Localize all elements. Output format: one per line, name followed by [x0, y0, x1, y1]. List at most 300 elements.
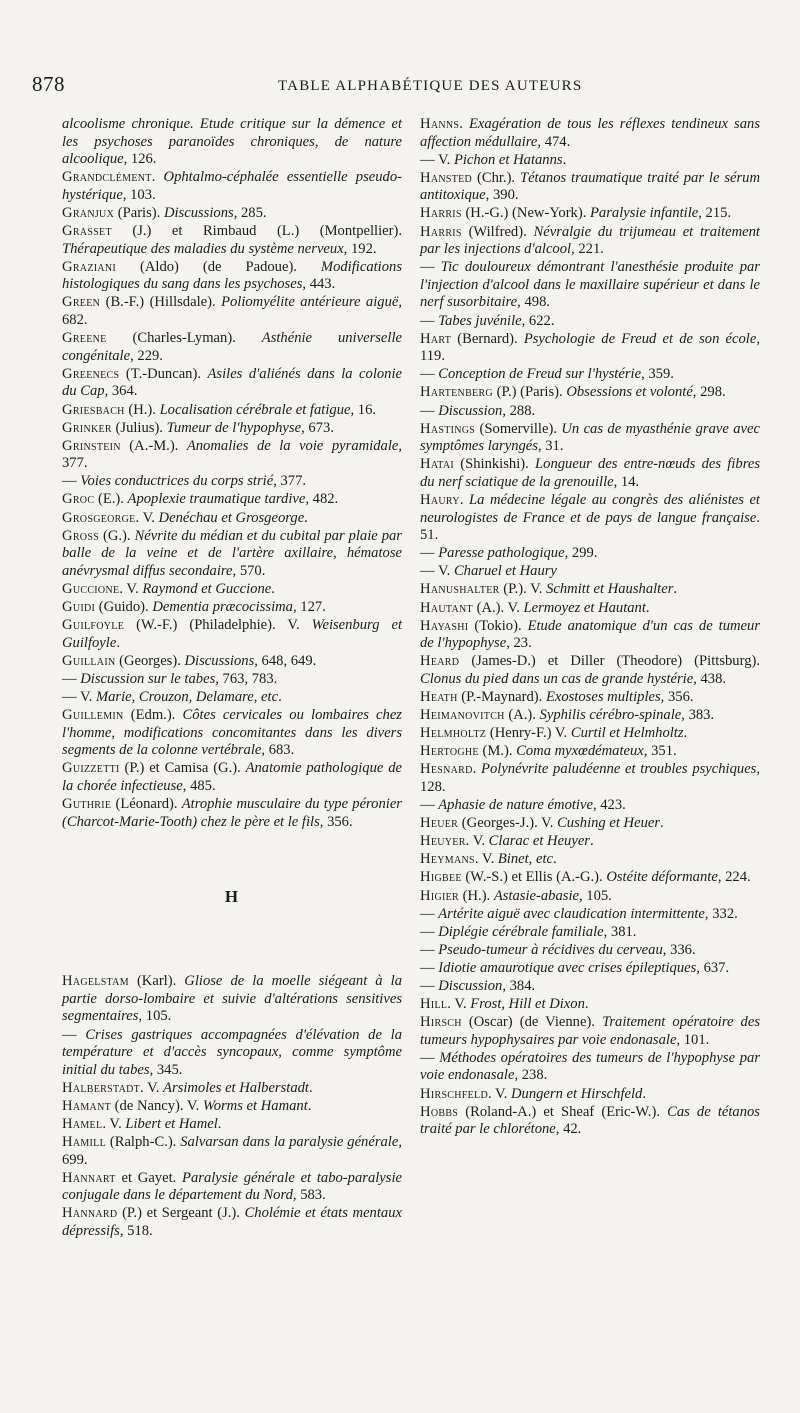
entry-detail: (P.) et Camisa (G.).	[119, 760, 246, 777]
index-entry	[62, 330, 402, 365]
index-entry	[420, 707, 760, 725]
entry-page-ref: , 622.	[521, 312, 555, 329]
entry-detail: (T.-Duncan).	[119, 365, 208, 382]
index-entry	[62, 294, 402, 329]
entry-author: Halberstadt	[62, 1079, 141, 1096]
index-entry	[420, 545, 760, 563]
entry-title: Tétanos traumatique traité par le sérum antitoxique	[420, 169, 760, 204]
entry-detail: (Edm.).	[123, 707, 183, 724]
entry-title: Exostoses multiples	[545, 689, 661, 705]
entry-title: Raymond et Guccione	[142, 580, 272, 597]
entry-page-ref: , 384.	[502, 978, 536, 994]
entry-page-ref: .	[271, 580, 275, 597]
entry-detail: .	[472, 761, 482, 778]
entry-title: Syphilis cérébro-spinale	[539, 707, 682, 724]
entry-author: Heuer	[420, 815, 459, 832]
entry-detail: (B.-F.) (Hillsdale).	[100, 294, 222, 311]
entry-title: Salvarsan dans la paralysie générale	[180, 1134, 399, 1151]
index-entry	[420, 815, 760, 833]
entry-page-ref: , 345.	[149, 1061, 183, 1078]
entry-title: Libert et Hamel	[125, 1116, 218, 1132]
entry-detail: — V.	[420, 151, 454, 168]
entry-title: Traitement opératoire des tumeurs hypophysaires par voie endonasale	[420, 1014, 761, 1048]
index-entry	[62, 116, 402, 169]
entry-title: Névrite du médian et du cubital par plaie par balle de la veine et de l'artère axillaire, hématose anévrysmal diffus secondaire	[62, 527, 402, 579]
entry-detail: (Shinkishi).	[454, 456, 536, 473]
entry-page-ref: , 14.	[613, 473, 640, 490]
entry-detail: (Charles-Lyman).	[106, 330, 262, 347]
index-entry	[62, 205, 402, 223]
entry-detail: —	[62, 473, 81, 490]
entry-page-ref: .	[307, 1097, 312, 1114]
index-entry	[420, 978, 760, 996]
entry-author: Hautant	[420, 599, 473, 616]
entry-page-ref: , 288.	[502, 402, 536, 419]
entry-detail: (A.). V.	[472, 599, 524, 616]
entry-page-ref: , 105.	[578, 887, 612, 904]
entry-author: Higbee	[420, 869, 462, 886]
entry-title: Cushing et Heuer	[557, 815, 661, 832]
entry-page-ref: , 127.	[292, 599, 326, 616]
entry-page-ref: , 128.	[420, 761, 761, 795]
entry-title: Marie, Crouzon, Delamare, etc	[95, 689, 279, 705]
entry-page-ref: , 583.	[292, 1187, 326, 1204]
entry-author: Hill	[420, 996, 448, 1013]
entry-page-ref: , 221.	[571, 241, 604, 258]
entry-page-ref: , 699.	[62, 1134, 402, 1168]
entry-author: Heimanovitch	[420, 707, 505, 724]
entry-page-ref: , 482.	[305, 491, 339, 508]
entry-title: Paralysie infantile	[590, 205, 699, 222]
index-entry	[62, 617, 402, 652]
entry-detail: —	[420, 923, 439, 940]
entry-detail: (Wilfred).	[461, 223, 534, 240]
entry-detail: (Roland-A.) et Sheaf (Eric-W.).	[458, 1103, 668, 1120]
entry-detail: (Karl).	[128, 973, 185, 990]
entry-detail: —	[420, 1049, 440, 1066]
entry-detail: —	[420, 978, 439, 994]
index-entry	[62, 1205, 402, 1240]
entry-title: alcoolisme chronique. Etude critique sur la démence et les psychoses paranoïdes chroniques, de nature alcoolique	[62, 116, 402, 168]
entry-page-ref: , 381.	[603, 923, 637, 940]
index-entry	[420, 1104, 760, 1139]
index-entry	[420, 924, 760, 942]
entry-author: Guillemin	[62, 707, 124, 724]
entry-page-ref: , 377.	[273, 473, 307, 490]
entry-detail: (P.-Maynard).	[457, 689, 546, 705]
entry-author: Hannart	[62, 1169, 116, 1186]
page-header	[32, 72, 772, 102]
entry-author: Guthrie	[62, 796, 112, 813]
entry-page-ref: , 498.	[517, 294, 551, 311]
entry-detail: —	[62, 1026, 86, 1043]
entry-author: Hanns	[420, 116, 460, 132]
entry-title: Schmitt et Haushalter	[546, 581, 674, 598]
entry-page-ref: .	[278, 689, 282, 705]
entry-title: Idiotie amaurotique avec crises épileptiques	[438, 959, 697, 976]
index-entry	[62, 438, 402, 473]
entry-title: Etude anatomique d'un cas de tumeur de l'hypophyse	[420, 617, 760, 652]
entry-title: Crises gastriques accompagnées d'élévation de la température et d'accès syncopaux, comme symptôme initial du tabes	[62, 1026, 402, 1078]
index-entry	[420, 618, 760, 653]
index-entry	[420, 851, 760, 869]
entry-author: Hamant	[62, 1097, 112, 1114]
entry-page-ref: , 238.	[514, 1067, 548, 1084]
entry-title: Charuel et Haury	[453, 563, 557, 580]
entry-detail: . V.	[140, 1079, 164, 1096]
index-entry	[420, 689, 760, 707]
entry-author: Grasset	[62, 223, 112, 240]
entry-page-ref: .	[217, 1116, 222, 1132]
entry-author: Greenecs	[62, 365, 120, 382]
index-entry	[62, 491, 402, 509]
entry-title: Polynévrite paludéenne et troubles psychiques	[481, 761, 757, 778]
entry-detail: (H.).	[124, 401, 160, 418]
entry-title: Cholémie et états mentaux dépressifs	[62, 1205, 402, 1240]
index-entry	[420, 869, 760, 887]
entry-title: Ophtalmo-céphalée essentielle pseudo-hystérique	[62, 169, 403, 203]
entry-title: Asthénie universelle congénitale	[62, 330, 402, 364]
index-entry	[62, 402, 402, 420]
entry-page-ref: .	[590, 833, 594, 850]
entry-page-ref: . 51.	[420, 509, 760, 544]
entry-title: Denéchau et Grosgeorge	[158, 509, 305, 526]
entry-detail: —	[420, 797, 439, 814]
entry-title: Coma myxœdémateux	[516, 743, 644, 760]
index-entry	[420, 224, 760, 259]
index-entry	[420, 942, 760, 960]
entry-page-ref: , 364.	[104, 383, 138, 400]
entry-page-ref: , 299.	[564, 545, 598, 562]
entry-page-ref: , 31.	[537, 438, 564, 455]
index-entry	[420, 996, 760, 1014]
entry-page-ref: , 336.	[662, 941, 696, 958]
entry-page-ref: .	[673, 581, 678, 598]
index-entry	[62, 653, 402, 671]
index-entry	[420, 906, 760, 924]
index-entry	[62, 259, 402, 294]
entry-detail: .	[459, 116, 470, 132]
entry-title: Clonus du pied dans un cas de grande hystérie	[420, 670, 694, 687]
entry-detail: . V.	[102, 1116, 126, 1132]
entry-author: Heath	[420, 689, 458, 705]
index-entry	[420, 331, 760, 366]
entry-author: Hannard	[62, 1205, 118, 1222]
entry-author: Hobbs	[420, 1103, 459, 1120]
entry-page-ref: , 570.	[232, 562, 266, 579]
entry-author: Hart	[420, 330, 452, 347]
entry-detail: —	[62, 670, 81, 687]
entry-author: Hamel	[62, 1116, 103, 1132]
entry-title: Aphasie de nature émotive	[438, 797, 593, 814]
entry-detail: (de Nancy). V.	[111, 1097, 203, 1114]
entry-detail: —	[420, 905, 439, 922]
entry-detail: (Georges).	[115, 652, 185, 669]
entry-author: Hartenberg	[420, 384, 493, 401]
index-entry	[62, 510, 402, 528]
index-entry	[62, 796, 402, 831]
index-entry	[420, 366, 760, 384]
index-entry	[420, 1086, 760, 1104]
index-entry	[420, 456, 760, 491]
entry-detail: (Bernard).	[451, 330, 524, 347]
index-entry	[420, 421, 760, 456]
entry-page-ref: , 518.	[119, 1223, 153, 1240]
entry-page-ref: , 192.	[343, 240, 377, 257]
entry-author: Heard	[420, 653, 460, 670]
entry-page-ref: .	[642, 1085, 646, 1102]
entry-author: Harris	[420, 205, 462, 222]
index-entry	[420, 384, 760, 402]
entry-title: Poliomyélite antérieure aiguë	[221, 294, 399, 311]
entry-detail: —	[420, 402, 439, 419]
entry-detail: (Georges-J.). V.	[458, 815, 558, 832]
entry-detail: (Ralph-C.).	[106, 1134, 181, 1151]
index-entry	[420, 743, 760, 761]
entry-title: Astasie-abasie	[493, 887, 579, 904]
entry-page-ref: , 351.	[643, 743, 677, 760]
entry-author: Heuyer	[420, 833, 466, 850]
entry-detail: (M.).	[478, 743, 517, 760]
entry-author: Guillain	[62, 652, 116, 669]
entry-title: Discussions	[184, 652, 255, 669]
entry-author: Guizzetti	[62, 760, 120, 777]
index-entry	[62, 973, 402, 1026]
index-entry	[62, 1080, 402, 1098]
entry-title: Obsessions et volonté	[566, 384, 693, 401]
entry-detail: —	[420, 366, 439, 383]
entry-page-ref: .	[552, 851, 557, 868]
entry-title: Artérite aiguë avec claudication intermittente	[438, 905, 705, 922]
entry-title: Discussion	[438, 978, 503, 994]
left-entries-h	[62, 973, 402, 1240]
entry-page-ref: .	[562, 151, 567, 168]
entry-title: Pichon et Hatanns	[453, 151, 563, 168]
entry-detail: —	[420, 941, 439, 958]
entry-title: Paresse pathologique	[438, 545, 565, 562]
entry-author: Guilfoyle	[62, 617, 125, 634]
entry-detail: (Paris).	[114, 204, 164, 221]
entry-author: Hansted	[420, 169, 473, 186]
entry-detail: (James-D.) et Diller (Theodore) (Pittsburg).	[459, 653, 760, 670]
entry-title: Lermoyez et Hautant	[523, 599, 646, 616]
entry-page-ref: , 229.	[130, 347, 163, 364]
entry-detail: (W.-S.) et Ellis (A.-G.).	[461, 869, 607, 886]
index-entry	[420, 833, 760, 851]
entry-page-ref: , 390.	[485, 187, 519, 204]
index-entry	[62, 1134, 402, 1169]
entry-title: Binet, etc	[497, 851, 553, 868]
index-entry	[420, 1050, 760, 1085]
entry-page-ref: , 377.	[62, 437, 403, 472]
index-entry	[420, 761, 760, 796]
entry-author: Higier	[420, 887, 459, 904]
entry-page-ref: , 356.	[660, 689, 694, 705]
entry-author: Harris	[420, 223, 462, 240]
index-entry	[62, 581, 402, 599]
index-entry	[62, 707, 402, 760]
entry-detail: (Henry-F.) V.	[486, 725, 571, 742]
entry-title: Arsimoles et Halberstadt	[163, 1079, 309, 1096]
index-entry	[420, 888, 760, 906]
left-entries-g	[62, 116, 402, 831]
entry-title: Voies conductrices du corps strié	[80, 473, 274, 490]
entry-author: Hertoghe	[420, 743, 479, 760]
entry-detail: (Somerville).	[475, 420, 562, 437]
entry-title: Clarac et Heuyer	[488, 833, 590, 850]
entry-page-ref: .	[660, 815, 664, 832]
entry-page-ref: , 763, 783.	[215, 670, 278, 687]
entry-title: Cas de tétanos traité par le chlorétone	[420, 1103, 760, 1138]
entry-detail: et Gayet.	[115, 1169, 183, 1186]
entry-author: Hatai	[420, 456, 455, 473]
entry-detail: — V.	[62, 689, 96, 705]
entry-author: Hirsch	[420, 1014, 462, 1031]
entry-title: Apoplexie traumatique tardive	[127, 491, 306, 508]
entry-detail: —	[420, 259, 441, 276]
entry-title: Tic douloureux démontrant l'anesthésie produite par l'injection d'alcool dans le maxillaire supérieur et dans le nerf susorbitaire	[420, 259, 760, 311]
entry-author: Haury	[420, 491, 460, 508]
entry-page-ref: .	[304, 509, 308, 526]
entry-page-ref: , 356.	[319, 813, 353, 830]
entry-detail: (Julius).	[111, 419, 167, 436]
entry-title: Dementia præcocissima	[152, 599, 293, 616]
entry-author: Hagelstam	[62, 973, 129, 990]
index-entry	[62, 420, 402, 438]
entry-detail: (Tokio).	[468, 617, 528, 634]
entry-detail: (P.) (Paris).	[492, 384, 567, 401]
entry-detail: (E.).	[94, 491, 128, 508]
entry-author: Helmholtz	[420, 725, 487, 742]
entry-detail: (A.-M.).	[120, 437, 187, 454]
entry-page-ref: , 215.	[698, 205, 732, 222]
entry-detail: (Léonard).	[111, 796, 182, 813]
index-entry	[420, 259, 760, 312]
entry-author: Hanushalter	[420, 581, 500, 598]
entry-author: Grinker	[62, 419, 112, 436]
entry-page-ref: , 485.	[182, 777, 216, 794]
entry-detail: . V.	[119, 580, 143, 597]
entry-author: Griesbach	[62, 401, 125, 418]
index-entry	[62, 1170, 402, 1205]
index-entry	[420, 581, 760, 599]
entry-title: Conception de Freud sur l'hystérie	[438, 366, 642, 383]
entry-page-ref: .	[308, 1079, 313, 1096]
entry-page-ref: .	[584, 996, 589, 1013]
entry-title: Localisation cérébrale et fatigue	[159, 401, 351, 418]
entry-author: Heymans	[420, 851, 475, 868]
entry-title: La médecine légale au congrès des aliénistes et neurologistes de France et de pays de langue française	[420, 491, 760, 526]
index-entry	[420, 563, 760, 581]
entry-title: Worms et Hamant	[202, 1097, 308, 1114]
entry-page-ref: , 438.	[693, 670, 727, 687]
entry-page-ref: , 474.	[537, 133, 571, 150]
entry-title: Discussion sur le tabes	[80, 670, 216, 687]
entry-author: Gross	[62, 527, 100, 544]
entry-page-ref: , 298.	[692, 384, 726, 401]
right-column	[420, 116, 760, 1139]
entry-page-ref: , 637.	[696, 959, 730, 976]
entry-detail: . V.	[447, 996, 471, 1013]
entry-detail: — V.	[420, 563, 454, 580]
entry-page-ref: , 42.	[555, 1121, 582, 1138]
entry-author: Hamill	[62, 1134, 106, 1151]
index-entry	[420, 725, 760, 743]
index-entry	[420, 205, 760, 223]
entry-author: Guidi	[62, 599, 96, 616]
entry-detail: . V.	[465, 833, 489, 850]
entry-detail: .	[459, 491, 470, 508]
entry-title: Paralysie générale et tabo-paralysie conjugale dans le département du Nord	[62, 1169, 402, 1204]
entry-title: Thérapeutique des maladies du système nerveux	[62, 240, 344, 257]
entry-author: Green	[62, 294, 101, 311]
index-entry	[420, 170, 760, 205]
entry-detail: —	[420, 959, 439, 976]
entry-page-ref: , 119.	[420, 330, 760, 365]
index-entry	[420, 1014, 760, 1049]
index-entry	[62, 599, 402, 617]
entry-page-ref: , 383.	[681, 707, 715, 724]
entry-page-ref: .	[645, 599, 650, 616]
entry-detail: —	[420, 545, 439, 562]
index-entry	[62, 366, 402, 401]
entry-detail: (A.).	[504, 707, 540, 724]
entry-page-ref: .	[116, 634, 120, 651]
entry-author: Grandclément	[62, 169, 152, 186]
entry-title: Asiles d'aliénés dans la colonie du Cap	[62, 365, 403, 400]
entry-detail: (Chr.).	[472, 169, 520, 186]
entry-detail: (H.-G.) (New-York).	[461, 205, 591, 222]
entry-title: Pseudo-tumeur à récidives du cerveau	[438, 941, 663, 958]
entry-page-ref: , 101.	[676, 1031, 710, 1048]
entry-page-ref: , 648, 649.	[254, 652, 317, 669]
entry-detail: (G.).	[99, 527, 135, 544]
entry-title: Diplégie cérébrale familiale	[438, 923, 604, 940]
entry-page-ref: , 224.	[717, 869, 751, 886]
index-entry	[420, 403, 760, 421]
entry-title: Frost, Hill et Dixon	[470, 996, 585, 1013]
entry-title: Tabes juvénile	[438, 312, 522, 329]
entry-page-ref: , 359.	[641, 366, 674, 383]
entry-author: Grinstein	[62, 437, 121, 454]
entry-detail: . V.	[488, 1085, 511, 1102]
entry-detail: (W.-F.) (Philadelphie). V.	[124, 617, 312, 634]
entry-page-ref: , 285.	[233, 204, 267, 221]
index-entry	[62, 528, 402, 581]
entry-page-ref: , 683.	[261, 742, 295, 759]
entry-author: Groc	[62, 491, 95, 508]
entry-title: Méthodes opératoires des tumeurs de l'hypophyse par voie endonasale	[420, 1049, 761, 1084]
index-entry	[62, 1098, 402, 1116]
entry-page-ref: .	[683, 725, 688, 742]
running-title: TABLE ALPHABÉTIQUE DES AUTEURS	[278, 78, 583, 94]
entry-detail: (P.) et Sergeant (J.).	[117, 1205, 245, 1222]
entry-title: Longueur des entre-nœuds des fibres du nerf sciatique de la grenouille	[420, 456, 760, 490]
entry-author: Hastings	[420, 420, 476, 437]
entry-page-ref: , 103.	[122, 186, 156, 203]
index-entry	[62, 223, 402, 258]
entry-author: Greene	[62, 330, 107, 347]
index-entry	[62, 689, 402, 707]
entry-title: Discussion	[438, 402, 503, 419]
index-entry	[62, 760, 402, 795]
entry-author: Graziani	[62, 258, 117, 275]
index-entry	[420, 492, 760, 545]
entry-detail: —	[420, 312, 439, 329]
entry-title: Modifications histologiques du sang dans les psychoses	[62, 258, 402, 293]
entry-title: Atrophie musculaire du type péronier (Charcot-Marie-Tooth) chez le père et le fils	[62, 796, 402, 830]
entry-page-ref: , 423.	[592, 797, 626, 814]
